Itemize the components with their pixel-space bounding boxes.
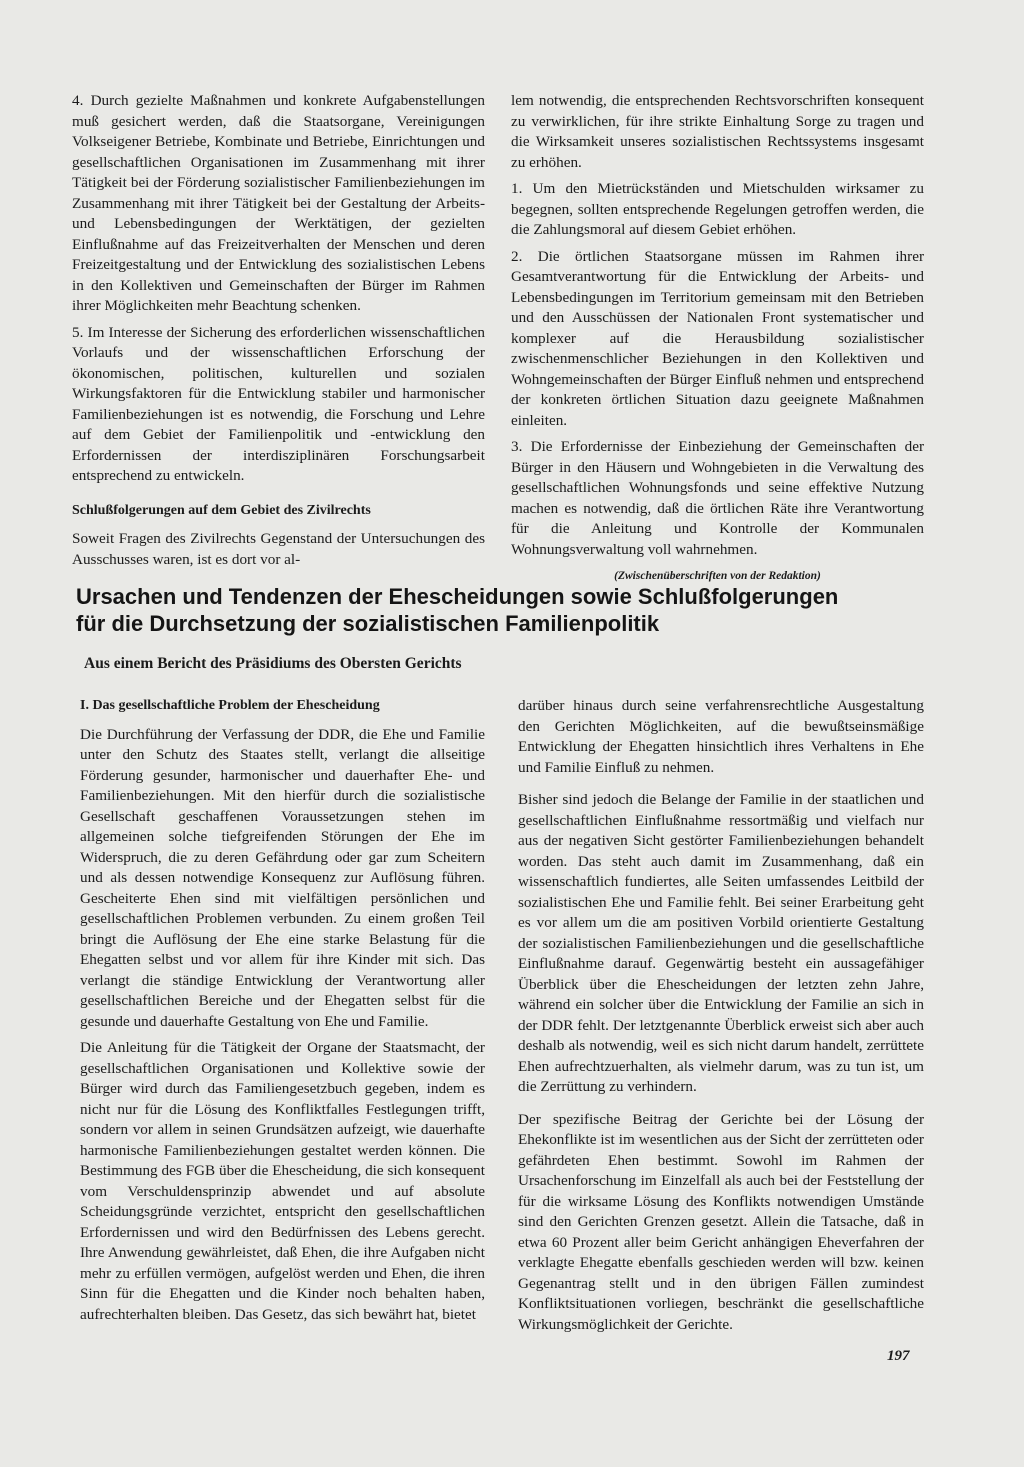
body-paragraph-d: Bisher sind jedoch die Belange der Familie in der staatlichen und gesellschaftlichen Einflußnahme ressortmäßig und vielfach nur aus der negativen Sicht gestörter Familienbeziehungen behandelt worden. Das steht auch damit im Zusammenhang, daß ein wissenschaftlich fundiertes, alle Seiten umfassendes Leitbild der sozialistischen Ehe und Familie fehlt. Bei seiner Erarbeitung geht es vor allem um die am positiven Vorbild orientierte Gestaltung der sozialistischen Familienbeziehungen und die gesellschaftliche Einflußnahme darauf. Gegenwärtig besteht ein aussagefähiger Überblick über die Ehescheidungen der letzten zehn Jahre, während ein solcher über die Entwicklung der Familie an sich in der DDR fehlt. Der letztgenannte Überblick erweist sich aber auch deshalb als notwendig, weil es sich nicht darum handelt, zerrüttete Ehen aufrechtzuerhalten, als vielmehr darum, was zu tun ist, um die Zerrüttung zu verhindern. [518,791,924,1095]
section-heading: I. Das gesellschaftliche Problem der Ehescheidung [80,698,380,713]
civil-law-heading: Schlußfolgerungen auf dem Gebiet des Zivilrechts [72,502,371,518]
paragraph-2: 2. Die örtlichen Staatsorgane müssen im Rahmen ihrer Gesamtverantwortung für die Entwicklung der Arbeits- und Lebensbedingungen im Territorium gemeinsam mit den Betrieben und den Ausschüssen der Nationalen Front systematischer und komplexer auf die Herausbildung sozialistischer zwischenmenschlicher Beziehungen in den Kollektiven und Wohngemeinschaften der Bürger Einfluß nehmen und entsprechend der konkreten örtlichen Situation dazu geeignete Maßnahmen einleiten. [511,247,924,429]
continued-paragraph: lem notwendig, die entsprechenden Rechtsvorschriften konsequent zu verwirklichen, für ihre strikte Einhaltung Sorge zu tragen und die Wirksamkeit unseres sozialistischen Rechtssystems insgesamt zu erhöhen. [511,92,924,171]
paragraph-1: 1. Um den Mietrückständen und Mietschulden wirksamer zu begegnen, sollten entsprechende Regelungen getroffen werden, die die Zahlungsmoral auf diesem Gebiet erhöhen. [511,180,924,238]
body-paragraph-e: Der spezifische Beitrag der Gerichte bei der Lösung der Ehekonflikte ist im wesentlichen aus der Sicht der zerrütteten oder gefährdeten Ehen bestimmt. Sowohl im Rahmen der Ursachenforschung im Einzelfall als auch bei der Feststellung der für die wirksame Lösung des Konflikts notwendigen Umstände sind den Gerichten Grenzen gesetzt. Allein die Tatsache, daß in etwa 60 Prozent aller beim Gericht anhängigen Eheverfahren der verklagte Ehegatte ebenfalls geschieden werden will bzw. keinen Gegenantrag stellt und in den übrigen Fällen zumindest Konfliktsituationen vorliegen, beschränkt die gesellschaftliche Wirkungsmöglichkeit der Gerichte. [518,1110,924,1333]
article-title-line-2: für die Durchsetzung der sozialistischen Familienpolitik [76,611,660,636]
article-title-line-1: Ursachen und Tendenzen der Ehescheidungen sowie Schlußfolgerungen [76,584,839,609]
top-left-column [72,91,485,576]
article-subtitle: Aus einem Bericht des Präsidiums des Obersten Gerichts [84,655,462,672]
paragraph-5: 5. Im Interesse der Sicherung des erforderlichen wissenschaftlichen Vorlaufs und der wissenschaftlichen Erforschung der ökonomischen, politischen, kulturellen und sozialen Wirkungsfaktoren für die Entwicklung stabiler und harmonischer Familienbeziehungen ist es notwendig, die Forschung und Lehre auf dem Gebiet der Familienpolitik und -entwicklung den Erfordernissen der interdisziplinären Forschungsarbeit entsprechend zu entwickeln. [72,323,485,484]
article-title [76,583,936,637]
paragraph-3: 3. Die Erfordernisse der Einbeziehung der Gemeinschaften der Bürger in den Häusern und Wohngebieten in die Verwaltung des gesellschaftlichen Wohnungsfonds und seine effektive Nutzung machen es notwendig, daß die örtlichen Räte ihre Verantwortung für die Anleitung und Kontrolle der Kommunalen Wohnungsverwaltung voll wahrnehmen. [511,438,924,558]
bottom-left-column [80,696,485,1331]
editor-note: (Zwischenüberschriften von der Redaktion) [614,570,821,582]
body-paragraph-b: Die Anleitung für die Tätigkeit der Organe der Staatsmacht, der gesellschaftlichen Organisationen und Kollektive sowie der Bürger wird durch das Familiengesetzbuch gegeben, indem es nicht nur für die Lösung des Konfliktfalles Festlegungen trifft, sondern vor allem in seinen Grundsätzen aufzeigt, wie dauerhafte harmonische Familienbeziehungen gestaltet werden können. Die Bestimmung des FGB über die Ehescheidung, die sich konsequent vom Verschuldensprinzip abwendet und auf absolute Scheidungsgründe verzichtet, entspricht den gesellschaftlichen Erfordernissen und wird den Bedürfnissen des Lebens gerecht. Ihre Anwendung gewährleistet, daß Ehen, die ihre Aufgaben nicht mehr zu erfüllen vermögen, aufgelöst werden und Ehen, die ihren Sinn für die Ehegatten und die Kinder noch behalten haben, aufrechterhalten bleiben. Das Gesetz, das sich bewährt hat, bietet [80,1039,485,1323]
page-number: 197 [887,1348,910,1364]
bottom-right-column [518,696,924,1347]
civil-law-paragraph: Soweit Fragen des Zivilrechts Gegenstand der Untersuchungen des Ausschusses waren, ist es dort vor al- [72,530,485,568]
body-paragraph-a: Die Durchführung der Verfassung der DDR, die Ehe und Familie unter den Schutz des Staates stellt, verlangt die allseitige Förderung gesunder, harmonischer und dauerhafter Ehe- und Familienbeziehungen. Mit den hierfür durch die sozialistische Gesellschaft geschaffenen Voraussetzungen stehen im allgemeinen solche tiefgreifenden Störungen der Ehe im Widerspruch, die zu deren Gefährdung oder gar zum Scheitern und als dessen notwendige Konsequenz zur Auflösung führen. Gescheiterte Ehen sind mit vielfältigen persönlichen und gesellschaftlichen Problemen verbunden. Zu einem großen Teil bringt die Auflösung der Ehe eine starke Belastung für die Ehegatten selbst und vor allem für ihre Kinder mit sich. Das verlangt die ständige Entwicklung der Verantwortung aller gesellschaftlichen Bereiche und der Ehegatten selbst für die gesunde und dauerhafte Gestaltung von Ehe und Familie. [80,725,485,1030]
body-paragraph-c: darüber hinaus durch seine verfahrensrechtliche Ausgestaltung den Gerichten Möglichkeiten, auf die bewußtseinsmäßige Entwicklung der Ehegatten hinsichtlich ihres Verhaltens in Ehe und Familie Einfluß zu nehmen. [518,697,924,776]
top-right-column [511,91,924,593]
paragraph-4: 4. Durch gezielte Maßnahmen und konkrete Aufgabenstellungen muß gesichert werden, daß die Staatsorgane, Vereinigungen Volkseigener Betriebe, Kombinate und Betriebe, Einrichtungen und gesellschaftlichen Organisationen im Zusammenhang mit ihrer Tätigkeit bei der Förderung sozialistischer Familienbeziehungen im Zusammenhang mit ihrer Tätigkeit bei der Gestaltung der Arbeits- und Lebensbedingungen der Werktätigen, der gezielten Einflußnahme auf das Freizeitverhalten der Menschen und deren Freizeitgestaltung und der Entwicklung des sozialistischen Lebens in den Kollektiven und Gemeinschaften der Bürger im Rahmen ihrer Möglichkeiten mehr Beachtung schenken. [72,92,485,314]
